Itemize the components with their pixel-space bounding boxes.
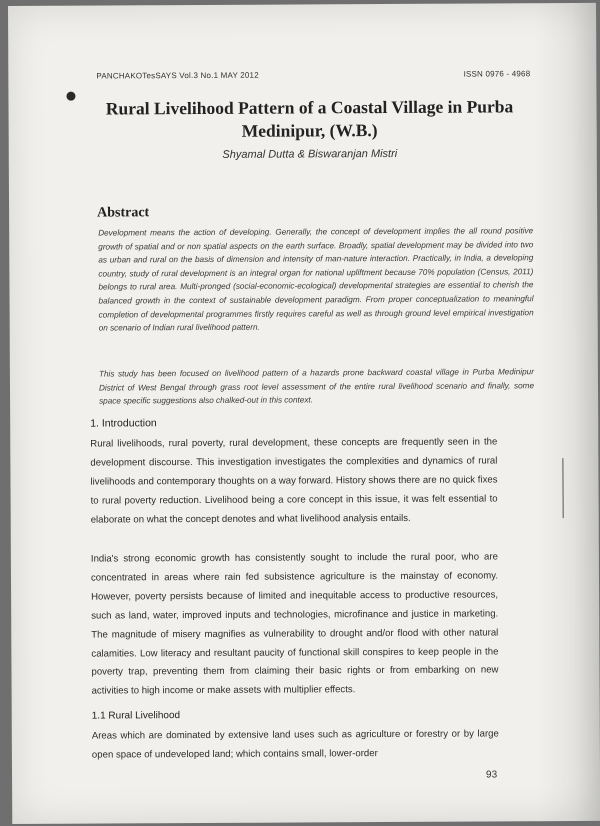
punch-hole (66, 92, 75, 101)
authors: Shyamal Dutta & Biswaranjan Mistri (222, 147, 398, 161)
section-heading-introduction: 1. Introduction (90, 417, 157, 430)
document-page (8, 3, 600, 824)
page-number: 93 (486, 769, 498, 781)
abstract-paragraph-1: Development means the action of developing. Generally, the concept of development implies the all round positive growth of spatial and or non spatial aspects on the earth surface. Broadly, spatial development may be divided into two as urban and rural on the basis of dimension and intensity of man-nature interaction. Practically, in India, a developing country, study of rural development is an integral organ for national upliftment because 70% population (Census, 2011) belongs to rural area. Multi-pronged (social-economic-ecological) developmental strategies are essential to cherish the balanced growth in the context of sustainable development paradigm. From proper conceptualization to meaningful completion of developmental programmes firstly requires careful as well as through ground level empirical investigation on scenario of Indian rural livelihood pattern. (98, 226, 534, 333)
journal-info: PANCHAKOTesSAYS Vol.3 No.1 MAY 2012 (96, 70, 259, 81)
paper-title: Rural Livelihood Pattern of a Coastal Village in Purba Medinipur, (W.B.) (105, 96, 514, 141)
scan-shadow (534, 3, 600, 821)
introduction-paragraph-1: Rural livelihoods, rural poverty, rural development, these concepts are frequently seen in the development discourse. This investigation investigates the complexities and dynamics of rural livelihoods and contemporary thoughts on a way forward. History shows there are no quick fixes to rural poverty reduction. Livelihood being a core concept in this issue, it was felt essential to elaborate on what the concept denotes and what livelihood analysis entails. (90, 436, 498, 526)
abstract-heading: Abstract (97, 205, 150, 221)
introduction-paragraph-2: India's strong economic growth has consistently sought to include the rural poor, who are concentrated in areas where rain fed subsistence agriculture is the mainstay of economy. However, poverty persists because of limited and inequitable access to productive resources, such as land, water, improved inputs and technologies, microfinance and justice in marketing. The magnitude of misery magnifies as vulnerability to drought and/or flood with other natural calamities. Low literacy and resultant paucity of functional skill conspires to keep people in the poverty trap, preventing them from claiming their basic rights or from embarking on new activities to high income or make assets with multiplier effects. (90, 551, 499, 697)
running-header (96, 69, 531, 81)
rural-livelihood-paragraph: Areas which are dominated by extensive land uses such as agriculture or forestry or by large open space of undeveloped land; which contains small, lower-order (91, 728, 499, 761)
abstract-paragraph-2: This study has been focused on livelihood pattern of a hazards prone backward coastal village in Purba Medinipur District of West Bengal through grass root level assessment of the entire rural livelihood scenario and finally, some space specific suggestions also chalked-out in this context. (98, 367, 535, 406)
issn: ISSN 0976 - 4968 (463, 69, 531, 79)
subsection-heading-rural-livelihood: 1.1 Rural Livelihood (91, 710, 181, 722)
